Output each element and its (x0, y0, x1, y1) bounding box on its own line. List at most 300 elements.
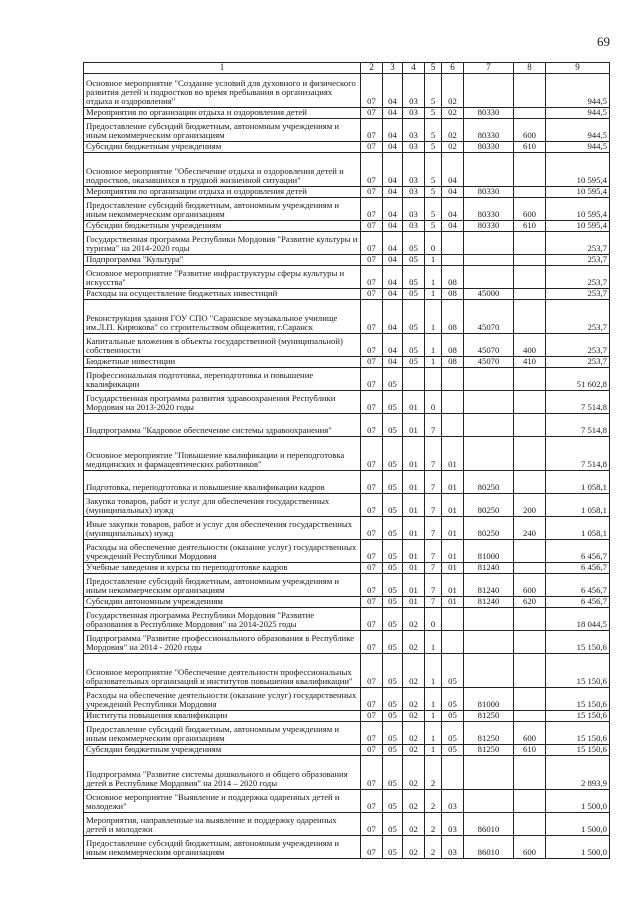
section-code-cell: 07 (361, 118, 383, 141)
expense-type-code-cell: 600 (514, 118, 546, 141)
section-code-cell: 07 (361, 231, 383, 254)
direction-code-cell (464, 73, 514, 107)
activity-code-cell: 05 (442, 721, 464, 744)
table-row (84, 141, 610, 152)
expense-name-cell: Расходы на обеспечение деятельности (оказание услуг) государственных учреждений Республики Мордовия (84, 687, 361, 710)
expense-name-cell: Институты повышения квалификации (84, 710, 361, 721)
program-code-cell: 01 (403, 436, 425, 470)
expense-type-code-cell: 240 (514, 516, 546, 539)
expense-type-code-cell (514, 73, 546, 107)
activity-code-cell: 05 (442, 653, 464, 687)
subsection-code-cell: 04 (383, 220, 403, 231)
section-code-cell: 07 (361, 367, 383, 390)
section-code-cell: 07 (361, 573, 383, 596)
activity-code-cell (442, 630, 464, 653)
section-code-cell: 07 (361, 220, 383, 231)
subprogram-code-cell: 1 (425, 710, 442, 721)
table-row (84, 516, 610, 539)
program-code-cell: 02 (403, 789, 425, 812)
expense-type-code-cell (514, 436, 546, 470)
program-code-cell: 05 (403, 356, 425, 367)
section-code-cell: 07 (361, 607, 383, 630)
expense-type-code-cell: 200 (514, 493, 546, 516)
activity-code-cell: 01 (442, 562, 464, 573)
activity-code-cell: 08 (442, 299, 464, 333)
program-code-cell: 05 (403, 254, 425, 265)
section-code-cell: 07 (361, 413, 383, 436)
amount-cell: 253,7 (546, 356, 610, 367)
table-row (84, 630, 610, 653)
expense-type-code-cell: 600 (514, 835, 546, 858)
activity-code-cell: 04 (442, 186, 464, 197)
activity-code-cell (442, 254, 464, 265)
table-row (84, 596, 610, 607)
amount-cell: 944,5 (546, 73, 610, 107)
expense-name-cell: Основное мероприятие "Развитие инфраструктуры сферы культуры и искусства" (84, 265, 361, 288)
direction-code-cell: 80250 (464, 516, 514, 539)
expense-name-cell: Иные закупки товаров, работ и услуг для обеспечения государственных (муниципальных) нужд (84, 516, 361, 539)
amount-cell: 7 514,8 (546, 413, 610, 436)
subprogram-code-cell: 5 (425, 152, 442, 186)
table-row (84, 197, 610, 220)
subprogram-code-cell: 2 (425, 835, 442, 858)
activity-code-cell: 08 (442, 288, 464, 299)
section-code-cell: 07 (361, 630, 383, 653)
expense-type-code-cell: 410 (514, 356, 546, 367)
column-number-9: 9 (546, 63, 610, 74)
section-code-cell: 07 (361, 265, 383, 288)
section-code-cell: 07 (361, 835, 383, 858)
subsection-code-cell: 05 (383, 516, 403, 539)
direction-code-cell: 80250 (464, 470, 514, 493)
program-code-cell: 01 (403, 470, 425, 493)
activity-code-cell: 02 (442, 118, 464, 141)
subsection-code-cell: 04 (383, 141, 403, 152)
activity-code-cell: 02 (442, 141, 464, 152)
direction-code-cell: 80330 (464, 220, 514, 231)
amount-cell: 253,7 (546, 254, 610, 265)
subprogram-code-cell: 0 (425, 231, 442, 254)
direction-code-cell: 81000 (464, 687, 514, 710)
page-number: 69 (597, 34, 610, 49)
direction-code-cell (464, 231, 514, 254)
column-number-3: 3 (383, 63, 403, 74)
amount-cell: 10 595,4 (546, 197, 610, 220)
amount-cell: 15 150,6 (546, 687, 610, 710)
direction-code-cell: 80330 (464, 197, 514, 220)
subprogram-code-cell: 1 (425, 653, 442, 687)
expense-name-cell: Капитальные вложения в объекты государственной (муниципальной) собственности (84, 333, 361, 356)
table-row (84, 573, 610, 596)
program-code-cell: 03 (403, 197, 425, 220)
subsection-code-cell: 05 (383, 607, 403, 630)
activity-code-cell: 01 (442, 436, 464, 470)
program-code-cell: 03 (403, 186, 425, 197)
table-row (84, 607, 610, 630)
section-code-cell: 07 (361, 73, 383, 107)
subprogram-code-cell: 7 (425, 562, 442, 573)
subprogram-code-cell: 5 (425, 118, 442, 141)
section-code-cell: 07 (361, 516, 383, 539)
activity-code-cell (442, 413, 464, 436)
expense-type-code-cell (514, 367, 546, 390)
amount-cell: 6 456,7 (546, 573, 610, 596)
amount-cell: 944,5 (546, 141, 610, 152)
subsection-code-cell: 05 (383, 687, 403, 710)
table-row (84, 744, 610, 755)
table-row (84, 220, 610, 231)
activity-code-cell: 03 (442, 835, 464, 858)
direction-code-cell: 45070 (464, 333, 514, 356)
budget-table (83, 62, 610, 859)
amount-cell: 253,7 (546, 288, 610, 299)
direction-code-cell (464, 436, 514, 470)
table-row (84, 413, 610, 436)
expense-type-code-cell (514, 812, 546, 835)
direction-code-cell: 81250 (464, 721, 514, 744)
table-row (84, 152, 610, 186)
table-row (84, 436, 610, 470)
subprogram-code-cell: 5 (425, 73, 442, 107)
subsection-code-cell: 04 (383, 356, 403, 367)
subprogram-code-cell: 1 (425, 254, 442, 265)
subprogram-code-cell: 7 (425, 596, 442, 607)
amount-cell: 15 150,6 (546, 653, 610, 687)
program-code-cell: 05 (403, 333, 425, 356)
section-code-cell: 07 (361, 721, 383, 744)
expense-type-code-cell (514, 390, 546, 413)
direction-code-cell: 81240 (464, 596, 514, 607)
column-number-header-row (84, 63, 610, 74)
section-code-cell: 07 (361, 687, 383, 710)
subprogram-code-cell: 2 (425, 755, 442, 789)
direction-code-cell: 80330 (464, 141, 514, 152)
table-body (84, 73, 610, 858)
amount-cell: 253,7 (546, 333, 610, 356)
table-row (84, 755, 610, 789)
amount-cell: 10 595,4 (546, 152, 610, 186)
expense-name-cell: Субсидии автономным учреждениям (84, 596, 361, 607)
expense-type-code-cell (514, 231, 546, 254)
direction-code-cell (464, 413, 514, 436)
expense-type-code-cell (514, 288, 546, 299)
activity-code-cell: 03 (442, 812, 464, 835)
amount-cell: 2 893,9 (546, 755, 610, 789)
program-code-cell: 05 (403, 231, 425, 254)
section-code-cell: 07 (361, 812, 383, 835)
activity-code-cell: 04 (442, 220, 464, 231)
section-code-cell: 07 (361, 186, 383, 197)
expense-name-cell: Мероприятия, направленные на выявление и поддержку одаренных детей и молодежи (84, 812, 361, 835)
expense-name-cell: Основное мероприятие "Обеспечение отдыха и оздоровления детей и подростков, оказавшихся в трудной жизненной ситуации" (84, 152, 361, 186)
table-row (84, 367, 610, 390)
subprogram-code-cell: 1 (425, 630, 442, 653)
subsection-code-cell: 05 (383, 744, 403, 755)
expense-name-cell: Учебные заведения и курсы по переподготовке кадров (84, 562, 361, 573)
program-code-cell: 02 (403, 653, 425, 687)
expense-type-code-cell (514, 710, 546, 721)
program-code-cell: 03 (403, 73, 425, 107)
activity-code-cell: 02 (442, 73, 464, 107)
program-code-cell: 01 (403, 390, 425, 413)
amount-cell: 1 058,1 (546, 516, 610, 539)
subprogram-code-cell: 1 (425, 744, 442, 755)
expense-name-cell: Подпрограмма "Развитие профессионального образования в Республике Мордовия" на 2014 - 2020 годы (84, 630, 361, 653)
activity-code-cell: 01 (442, 539, 464, 562)
direction-code-cell: 86010 (464, 812, 514, 835)
direction-code-cell: 81240 (464, 562, 514, 573)
program-code-cell: 02 (403, 721, 425, 744)
subsection-code-cell: 05 (383, 470, 403, 493)
section-code-cell: 07 (361, 356, 383, 367)
subsection-code-cell: 04 (383, 118, 403, 141)
expense-name-cell: Закупка товаров, работ и услуг для обеспечения государственных (муниципальных) нужд (84, 493, 361, 516)
section-code-cell: 07 (361, 493, 383, 516)
section-code-cell: 07 (361, 141, 383, 152)
activity-code-cell: 08 (442, 333, 464, 356)
subsection-code-cell: 04 (383, 231, 403, 254)
column-number-8: 8 (514, 63, 546, 74)
section-code-cell: 07 (361, 653, 383, 687)
amount-cell: 15 150,6 (546, 744, 610, 755)
expense-type-code-cell (514, 265, 546, 288)
subprogram-code-cell: 7 (425, 516, 442, 539)
expense-name-cell: Предоставление субсидий бюджетным, автономным учреждениям и иным некоммерческим организациям (84, 197, 361, 220)
direction-code-cell (464, 789, 514, 812)
section-code-cell: 07 (361, 333, 383, 356)
column-number-5: 5 (425, 63, 442, 74)
expense-type-code-cell: 610 (514, 220, 546, 231)
expense-type-code-cell (514, 789, 546, 812)
expense-type-code-cell (514, 607, 546, 630)
table-row (84, 710, 610, 721)
expense-name-cell: Профессиональная подготовка, переподготовка и повышение квалификации (84, 367, 361, 390)
table-row (84, 118, 610, 141)
table-row (84, 107, 610, 118)
program-code-cell: 02 (403, 835, 425, 858)
section-code-cell: 07 (361, 470, 383, 493)
expense-type-code-cell (514, 539, 546, 562)
expense-type-code-cell (514, 470, 546, 493)
program-code-cell: 03 (403, 118, 425, 141)
direction-code-cell: 81000 (464, 539, 514, 562)
direction-code-cell: 45070 (464, 356, 514, 367)
activity-code-cell: 04 (442, 152, 464, 186)
subsection-code-cell: 04 (383, 288, 403, 299)
amount-cell: 6 456,7 (546, 596, 610, 607)
amount-cell: 944,5 (546, 118, 610, 141)
table-row (84, 186, 610, 197)
program-code-cell: 01 (403, 516, 425, 539)
subsection-code-cell: 04 (383, 265, 403, 288)
section-code-cell: 07 (361, 107, 383, 118)
program-code-cell: 02 (403, 607, 425, 630)
section-code-cell: 07 (361, 436, 383, 470)
section-code-cell: 07 (361, 299, 383, 333)
section-code-cell: 07 (361, 755, 383, 789)
subprogram-code-cell: 0 (425, 390, 442, 413)
expense-name-cell: Государственная программа развития здравоохранения Республики Мордовия на 2013-2020 годы (84, 390, 361, 413)
expense-type-code-cell: 600 (514, 573, 546, 596)
table-row (84, 356, 610, 367)
subsection-code-cell: 04 (383, 186, 403, 197)
direction-code-cell (464, 265, 514, 288)
amount-cell: 18 044,5 (546, 607, 610, 630)
activity-code-cell: 02 (442, 107, 464, 118)
program-code-cell: 03 (403, 107, 425, 118)
subsection-code-cell: 04 (383, 107, 403, 118)
direction-code-cell: 45070 (464, 299, 514, 333)
table-row (84, 299, 610, 333)
expense-name-cell: Реконструкция здания ГОУ СПО "Саранское музыкальное училище им.Л.П. Кирюкова" со строительством общежития, г.Саранск (84, 299, 361, 333)
activity-code-cell: 04 (442, 197, 464, 220)
subprogram-code-cell: 5 (425, 197, 442, 220)
subsection-code-cell: 04 (383, 333, 403, 356)
expense-type-code-cell (514, 299, 546, 333)
section-code-cell: 07 (361, 596, 383, 607)
activity-code-cell: 05 (442, 687, 464, 710)
table-row (84, 231, 610, 254)
program-code-cell: 03 (403, 141, 425, 152)
expense-type-code-cell: 400 (514, 333, 546, 356)
table-row (84, 687, 610, 710)
expense-type-code-cell (514, 630, 546, 653)
subprogram-code-cell: 7 (425, 573, 442, 596)
subprogram-code-cell: 7 (425, 470, 442, 493)
expense-name-cell: Субсидии бюджетным учреждениям (84, 744, 361, 755)
subprogram-code-cell: 1 (425, 687, 442, 710)
program-code-cell: 05 (403, 265, 425, 288)
table-row (84, 789, 610, 812)
activity-code-cell: 01 (442, 470, 464, 493)
subprogram-code-cell: 5 (425, 186, 442, 197)
subprogram-code-cell: 7 (425, 539, 442, 562)
direction-code-cell: 81250 (464, 744, 514, 755)
direction-code-cell (464, 630, 514, 653)
expense-name-cell: Подпрограмма "Кадровое обеспечение системы здравоохранения" (84, 413, 361, 436)
subsection-code-cell: 05 (383, 755, 403, 789)
subsection-code-cell: 05 (383, 413, 403, 436)
table-row (84, 390, 610, 413)
expense-name-cell: Подпрограмма "Культура" (84, 254, 361, 265)
program-code-cell: 05 (403, 288, 425, 299)
program-code-cell: 01 (403, 573, 425, 596)
expense-name-cell: Предоставление субсидий бюджетным, автономным учреждениям и иным некоммерческим организациям (84, 721, 361, 744)
column-number-4: 4 (403, 63, 425, 74)
subsection-code-cell: 05 (383, 539, 403, 562)
expense-name-cell: Расходы на обеспечение деятельности (оказание услуг) государственных учреждений Республики Мордовия (84, 539, 361, 562)
expense-name-cell: Расходы на осуществление бюджетных инвестиций (84, 288, 361, 299)
activity-code-cell: 01 (442, 493, 464, 516)
subprogram-code-cell: 7 (425, 436, 442, 470)
subsection-code-cell: 04 (383, 254, 403, 265)
amount-cell: 1 500,0 (546, 835, 610, 858)
amount-cell: 1 500,0 (546, 812, 610, 835)
subsection-code-cell: 05 (383, 390, 403, 413)
activity-code-cell (442, 755, 464, 789)
direction-code-cell: 45000 (464, 288, 514, 299)
section-code-cell: 07 (361, 288, 383, 299)
expense-type-code-cell (514, 254, 546, 265)
program-code-cell: 02 (403, 710, 425, 721)
amount-cell: 1 058,1 (546, 493, 610, 516)
direction-code-cell (464, 755, 514, 789)
table-row (84, 493, 610, 516)
activity-code-cell: 08 (442, 265, 464, 288)
expense-type-code-cell: 610 (514, 141, 546, 152)
amount-cell: 15 150,6 (546, 630, 610, 653)
expense-type-code-cell (514, 186, 546, 197)
expense-type-code-cell (514, 107, 546, 118)
subsection-code-cell: 04 (383, 197, 403, 220)
program-code-cell (403, 367, 425, 390)
amount-cell: 6 456,7 (546, 539, 610, 562)
subsection-code-cell: 05 (383, 436, 403, 470)
expense-type-code-cell: 620 (514, 596, 546, 607)
expense-name-cell: Предоставление субсидий бюджетным, автономным учреждениям и иным некоммерческим организациям (84, 835, 361, 858)
direction-code-cell: 80330 (464, 118, 514, 141)
activity-code-cell: 05 (442, 710, 464, 721)
subsection-code-cell: 05 (383, 721, 403, 744)
expense-name-cell: Основное мероприятие "Обеспечение деятельности профессиональных образовательных организаций и институтов повышения квалификации" (84, 653, 361, 687)
table-row (84, 721, 610, 744)
direction-code-cell (464, 653, 514, 687)
subprogram-code-cell: 2 (425, 789, 442, 812)
subsection-code-cell: 05 (383, 835, 403, 858)
subprogram-code-cell: 1 (425, 333, 442, 356)
program-code-cell: 02 (403, 812, 425, 835)
direction-code-cell: 81250 (464, 710, 514, 721)
table-row (84, 812, 610, 835)
expense-type-code-cell (514, 755, 546, 789)
program-code-cell: 01 (403, 539, 425, 562)
direction-code-cell: 80330 (464, 107, 514, 118)
subsection-code-cell: 05 (383, 493, 403, 516)
program-code-cell: 02 (403, 630, 425, 653)
program-code-cell: 02 (403, 744, 425, 755)
activity-code-cell: 08 (442, 356, 464, 367)
subsection-code-cell: 05 (383, 630, 403, 653)
section-code-cell: 07 (361, 254, 383, 265)
expense-name-cell: Мероприятия по организации отдыха и оздоровления детей (84, 107, 361, 118)
activity-code-cell (442, 390, 464, 413)
direction-code-cell: 86010 (464, 835, 514, 858)
direction-code-cell (464, 390, 514, 413)
subprogram-code-cell: 7 (425, 493, 442, 516)
subprogram-code-cell: 1 (425, 356, 442, 367)
subsection-code-cell: 04 (383, 73, 403, 107)
section-code-cell: 07 (361, 539, 383, 562)
direction-code-cell (464, 254, 514, 265)
subprogram-code-cell: 5 (425, 141, 442, 152)
direction-code-cell (464, 367, 514, 390)
amount-cell: 253,7 (546, 231, 610, 254)
amount-cell: 10 595,4 (546, 220, 610, 231)
expense-name-cell: Основное мероприятие "Повышение квалификации и переподготовка медицинских и фармацевтических работников" (84, 436, 361, 470)
subsection-code-cell: 05 (383, 710, 403, 721)
expense-type-code-cell (514, 562, 546, 573)
subsection-code-cell: 05 (383, 812, 403, 835)
direction-code-cell (464, 607, 514, 630)
subprogram-code-cell: 2 (425, 812, 442, 835)
expense-type-code-cell: 600 (514, 721, 546, 744)
expense-name-cell: Подготовка, переподготовка и повышение квалификации кадров (84, 470, 361, 493)
expense-name-cell: Государственная программа Республики Мордовия "Развитие культуры и туризма" на 2014-2020 годы (84, 231, 361, 254)
expense-type-code-cell: 600 (514, 197, 546, 220)
amount-cell: 253,7 (546, 299, 610, 333)
subprogram-code-cell: 0 (425, 607, 442, 630)
amount-cell: 7 514,8 (546, 390, 610, 413)
